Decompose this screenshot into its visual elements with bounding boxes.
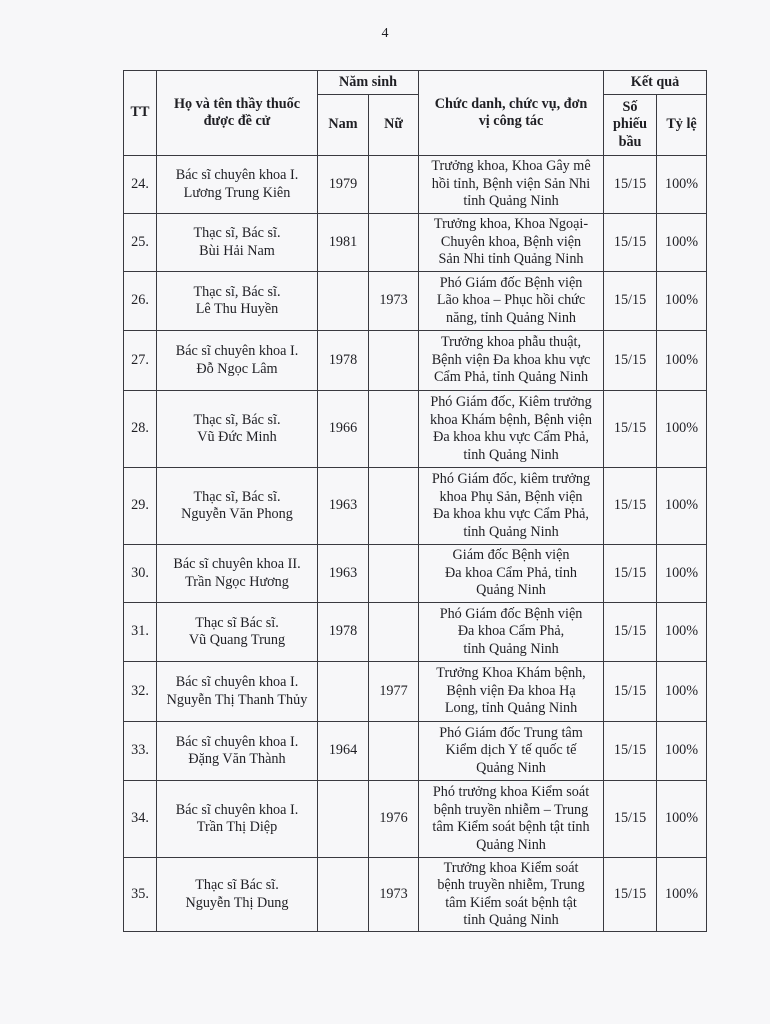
birth-year-male: 1978 xyxy=(318,603,369,662)
nominee-name-line: Bác sĩ chuyên khoa I. xyxy=(175,801,299,818)
nominee-name-line: Bác sĩ chuyên khoa I. xyxy=(175,343,299,359)
nominee-name-line: Bùi Hải Nam xyxy=(199,242,275,259)
position-line: Đa khoa Cẩm Phả, tỉnh xyxy=(445,564,578,581)
nominee-name-line: Trần Thị Diệp xyxy=(196,819,278,835)
table-row xyxy=(124,722,707,781)
table-row xyxy=(124,214,707,272)
birth-year-female: 1973 xyxy=(369,272,419,331)
nominee-name-line: Trần Ngọc Hương xyxy=(185,573,289,590)
header-result: Kết quả xyxy=(604,71,707,95)
header-name-line: Họ và tên thầy thuốc xyxy=(173,95,301,112)
nominee-name-line: Bác sĩ chuyên khoa II. xyxy=(173,556,301,572)
position-line: tỉnh Quảng Ninh xyxy=(463,193,559,210)
nominee-name-line: Bác sĩ chuyên khoa I. xyxy=(175,733,299,750)
nominee-name-line: Nguyễn Văn Phong xyxy=(181,506,293,522)
table-row xyxy=(124,156,707,214)
nominee-name-line: Vũ Đức Minh xyxy=(197,429,277,445)
position xyxy=(419,858,604,932)
position-line: tỉnh Quảng Ninh xyxy=(463,523,559,540)
position-line: Trưởng khoa, Khoa Gây mê xyxy=(431,158,591,175)
position-line: Trưởng Khoa Khám bệnh, xyxy=(436,665,586,682)
position-line: năng, tỉnh Quảng Ninh xyxy=(445,309,577,326)
position xyxy=(419,662,604,722)
position xyxy=(419,468,604,545)
position-line: Đa khoa khu vực Cẩm Phả, xyxy=(433,506,589,522)
position-line: Đa khoa khu vực Cẩm Phả, xyxy=(433,429,589,445)
position-line: Quảng Ninh xyxy=(476,759,546,776)
position-line: Lão khoa – Phục hồi chức xyxy=(436,292,586,309)
birth-year-male: 1979 xyxy=(318,156,369,214)
nominee-name-line: Vũ Quang Trung xyxy=(188,632,286,648)
table-body xyxy=(124,156,707,932)
position-line: Bệnh viện Đa khoa Hạ xyxy=(446,682,576,699)
nominee-name xyxy=(157,545,318,603)
nominee-name-line: Bác sĩ chuyên khoa I. xyxy=(175,167,299,183)
votes: 15/15 xyxy=(604,391,657,468)
header-birth-year: Năm sinh xyxy=(318,71,419,95)
nominee-name xyxy=(157,272,318,331)
row-number: 26. xyxy=(124,272,157,331)
position-line: Quảng Ninh xyxy=(476,836,546,853)
nominee-name-line: Lương Trung Kiên xyxy=(183,184,291,201)
header-position-line: Chức danh, chức vụ, đơn xyxy=(434,95,588,112)
position-line: Bệnh viện Đa khoa khu vực xyxy=(431,351,591,368)
position xyxy=(419,331,604,391)
votes: 15/15 xyxy=(604,781,657,858)
birth-year-female xyxy=(369,468,419,545)
table-row xyxy=(124,781,707,858)
birth-year-female: 1973 xyxy=(369,858,419,932)
birth-year-male: 1964 xyxy=(318,722,369,781)
position xyxy=(419,603,604,662)
position-line: Cẩm Phả, tỉnh Quảng Ninh xyxy=(433,369,589,386)
position-line: Trưởng khoa, Khoa Ngoại- xyxy=(433,216,589,233)
position xyxy=(419,391,604,468)
header-tt: TT xyxy=(124,71,157,156)
header-name-line: được đề cử xyxy=(203,113,271,129)
rate: 100% xyxy=(657,662,707,722)
table-row xyxy=(124,603,707,662)
birth-year-male xyxy=(318,858,369,932)
position xyxy=(419,214,604,272)
birth-year-male: 1966 xyxy=(318,391,369,468)
votes: 15/15 xyxy=(604,603,657,662)
header-position-line: vị công tác xyxy=(478,113,544,129)
table-row xyxy=(124,545,707,603)
row-number: 29. xyxy=(124,468,157,545)
position-line: Phó Giám đốc Bệnh viện xyxy=(439,274,583,291)
row-number: 30. xyxy=(124,545,157,603)
votes: 15/15 xyxy=(604,545,657,603)
birth-year-male: 1981 xyxy=(318,214,369,272)
votes: 15/15 xyxy=(604,858,657,932)
position-line: Phó Giám đốc, Kiêm trưởng xyxy=(430,394,592,410)
nominee-name xyxy=(157,722,318,781)
rate: 100% xyxy=(657,545,707,603)
birth-year-female: 1976 xyxy=(369,781,419,858)
rate: 100% xyxy=(657,858,707,932)
birth-year-female xyxy=(369,391,419,468)
rate: 100% xyxy=(657,722,707,781)
header-votes xyxy=(604,95,657,156)
nominee-name-line: Thạc sĩ Bác sĩ. xyxy=(195,614,279,631)
position-line: tỉnh Quảng Ninh xyxy=(463,912,559,928)
birth-year-male: 1963 xyxy=(318,468,369,545)
votes: 15/15 xyxy=(604,722,657,781)
rate: 100% xyxy=(657,214,707,272)
rate: 100% xyxy=(657,468,707,545)
position-line: Phó Giám đốc Bệnh viện xyxy=(439,605,583,622)
position-line: Trưởng khoa Kiểm soát xyxy=(443,859,579,876)
nominee-name-line: Đặng Văn Thành xyxy=(188,751,286,767)
nominee-name xyxy=(157,331,318,391)
nominee-name xyxy=(157,214,318,272)
votes: 15/15 xyxy=(604,468,657,545)
votes: 15/15 xyxy=(604,331,657,391)
birth-year-female xyxy=(369,156,419,214)
rate: 100% xyxy=(657,603,707,662)
birth-year-female: 1977 xyxy=(369,662,419,722)
nominee-name xyxy=(157,468,318,545)
birth-year-male: 1963 xyxy=(318,545,369,603)
position-line: tâm Kiểm soát bệnh tật tỉnh xyxy=(432,819,590,835)
header-votes-line: phiếu xyxy=(613,116,647,133)
rate: 100% xyxy=(657,156,707,214)
birth-year-female xyxy=(369,331,419,391)
nominee-name xyxy=(157,858,318,932)
birth-year-male xyxy=(318,662,369,722)
table-row xyxy=(124,331,707,391)
position-line: Quảng Ninh xyxy=(476,582,546,599)
header-name xyxy=(157,71,318,156)
position-line: Sản Nhi tỉnh Quảng Ninh xyxy=(438,251,584,268)
nominee-name-line: Nguyễn Thị Dung xyxy=(185,894,289,911)
nominee-name-line: Nguyễn Thị Thanh Thủy xyxy=(166,691,308,708)
birth-year-female xyxy=(369,545,419,603)
row-number: 24. xyxy=(124,156,157,214)
table-header xyxy=(124,71,707,156)
nominee-name xyxy=(157,603,318,662)
position-line: Phó trưởng khoa Kiểm soát xyxy=(432,784,590,800)
position-line: hồi tỉnh, Bệnh viện Sản Nhi xyxy=(431,175,591,192)
position-line: Giám đốc Bệnh viện xyxy=(452,547,570,564)
nominee-name-line: Thạc sĩ, Bác sĩ. xyxy=(193,283,281,300)
rate: 100% xyxy=(657,331,707,391)
birth-year-male: 1978 xyxy=(318,331,369,391)
nominee-name-line: Thạc sĩ Bác sĩ. xyxy=(195,877,279,893)
table-row xyxy=(124,391,707,468)
header-female: Nữ xyxy=(369,95,419,156)
position-line: Đa khoa Cẩm Phả, xyxy=(457,623,565,640)
table-row xyxy=(124,662,707,722)
position-line: khoa Phụ Sản, Bệnh viện xyxy=(439,488,583,505)
nominee-name xyxy=(157,156,318,214)
position-line: tỉnh Quảng Ninh xyxy=(463,446,559,463)
row-number: 25. xyxy=(124,214,157,272)
table-row xyxy=(124,468,707,545)
birth-year-male xyxy=(318,272,369,331)
position xyxy=(419,781,604,858)
position-line: Long, tỉnh Quảng Ninh xyxy=(444,700,578,717)
position-line: Phó Giám đốc, kiêm trưởng xyxy=(431,471,591,487)
position xyxy=(419,545,604,603)
header-position xyxy=(419,71,604,156)
row-number: 31. xyxy=(124,603,157,662)
nominee-name-line: Đỗ Ngọc Lâm xyxy=(196,360,278,377)
nominee-results-table xyxy=(123,70,707,932)
position xyxy=(419,272,604,331)
votes: 15/15 xyxy=(604,156,657,214)
page-number: 4 xyxy=(381,26,389,41)
position-line: bệnh truyền nhiễm, Trung xyxy=(437,877,585,893)
votes: 15/15 xyxy=(604,272,657,331)
position-line: bệnh truyền nhiễm – Trung xyxy=(433,801,589,818)
nominee-name-line: Thạc sĩ, Bác sĩ. xyxy=(193,225,281,241)
rate: 100% xyxy=(657,781,707,858)
header-votes-line: Số xyxy=(622,98,638,115)
table-row xyxy=(124,272,707,331)
birth-year-male xyxy=(318,781,369,858)
header-male: Nam xyxy=(318,95,369,156)
header-votes-line: bầu xyxy=(618,133,642,150)
row-number: 33. xyxy=(124,722,157,781)
nominee-name-line: Thạc sĩ, Bác sĩ. xyxy=(193,411,281,428)
birth-year-female xyxy=(369,722,419,781)
position-line: Chuyên khoa, Bệnh viện xyxy=(440,233,582,250)
birth-year-female xyxy=(369,603,419,662)
position xyxy=(419,722,604,781)
row-number: 35. xyxy=(124,858,157,932)
nominee-name-line: Lê Thu Huyền xyxy=(195,301,279,317)
position-line: khoa Khám bệnh, Bệnh viện xyxy=(430,411,592,428)
position xyxy=(419,156,604,214)
rate: 100% xyxy=(657,391,707,468)
nominee-name xyxy=(157,391,318,468)
header-rate: Tỷ lệ xyxy=(657,95,707,156)
votes: 15/15 xyxy=(604,214,657,272)
table-row xyxy=(124,858,707,932)
position-line: tâm Kiểm soát bệnh tật xyxy=(445,894,577,911)
rate: 100% xyxy=(657,272,707,331)
nominee-name-line: Bác sĩ chuyên khoa I. xyxy=(175,674,299,690)
row-number: 34. xyxy=(124,781,157,858)
nominee-name-line: Thạc sĩ, Bác sĩ. xyxy=(193,488,281,505)
position-line: Phó Giám đốc Trung tâm xyxy=(439,724,583,741)
row-number: 27. xyxy=(124,331,157,391)
votes: 15/15 xyxy=(604,662,657,722)
position-line: tỉnh Quảng Ninh xyxy=(463,640,559,657)
nominee-name xyxy=(157,662,318,722)
position-line: Trưởng khoa phẫu thuật, xyxy=(441,334,581,351)
nominee-name xyxy=(157,781,318,858)
birth-year-female xyxy=(369,214,419,272)
row-number: 32. xyxy=(124,662,157,722)
position-line: Kiểm dịch Y tế quốc tế xyxy=(445,742,577,759)
row-number: 28. xyxy=(124,391,157,468)
